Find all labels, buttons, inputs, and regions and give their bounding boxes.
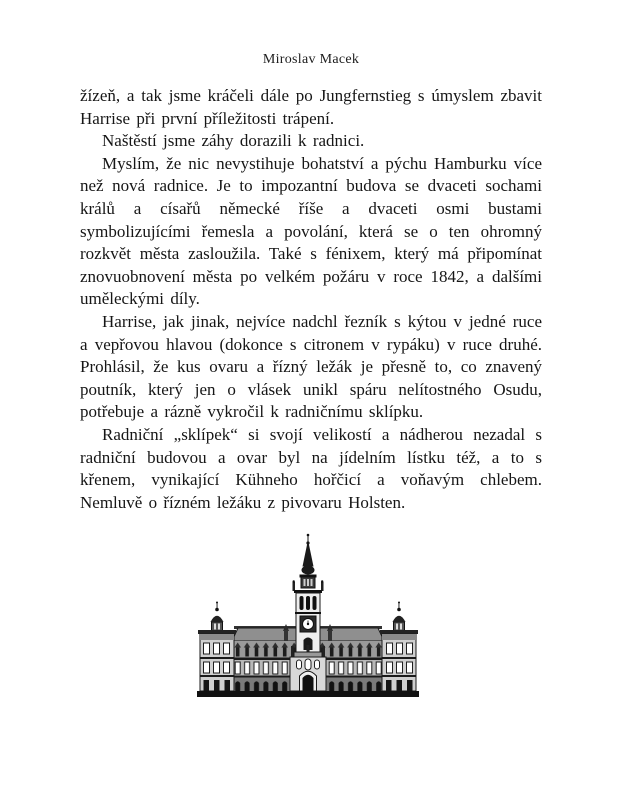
running-head-author: Miroslav Macek — [262, 52, 360, 67]
paragraph: Radniční „sklípek“ si svojí velikostí a nádherou nezadal s radniční budovou a ovar byl na jídelním lístku též, a to s křenem, vynikající Kühneho hořčicí a voňavým chlebem. Nemluvě o řízném ležáku z pivovaru Holsten. — [80, 424, 542, 512]
paragraph: žízeň, a tak jsme kráčeli dále po Jungfernstieg s úmyslem zbavit Harrise při první příležitosti trápení. — [80, 86, 542, 128]
paragraph: Naštěstí jsme záhy dorazili k radnici. — [102, 131, 365, 151]
body-text — [80, 85, 542, 514]
town-hall-illustration — [196, 533, 420, 699]
paragraph: Harrise, jak jinak, nejvíce nadchl řezník s kýtou v jedné ruce a vepřovou hlavou (dokonce s citronem v rypáku) v ruce druhé. Prohlásil, že kus ovaru a řízný ležák je přesně to, co znavený poutník, který jen o vlásek unikl spáru nelítostného Osudu, potřebuje a rázně vykročil k radničnímu sklípku. — [80, 311, 542, 422]
central-tower — [290, 534, 326, 691]
building-base — [197, 691, 419, 697]
paragraph: Myslím, že nic nevystihuje bohatství a pýchu Hamburku více než nová radnice. Je to impozantní budova se dvaceti sochami králů a císařů německé říše a dvaceti osmi bustami symbolizujícími řemesla a povolání, která se o ten ohromný rozkvět města zasloužila. Také s fénixem, který má připomínat znovuobnovení města po velkém požáru v roce 1842, a dalšími uměleckými díly. — [80, 153, 542, 309]
